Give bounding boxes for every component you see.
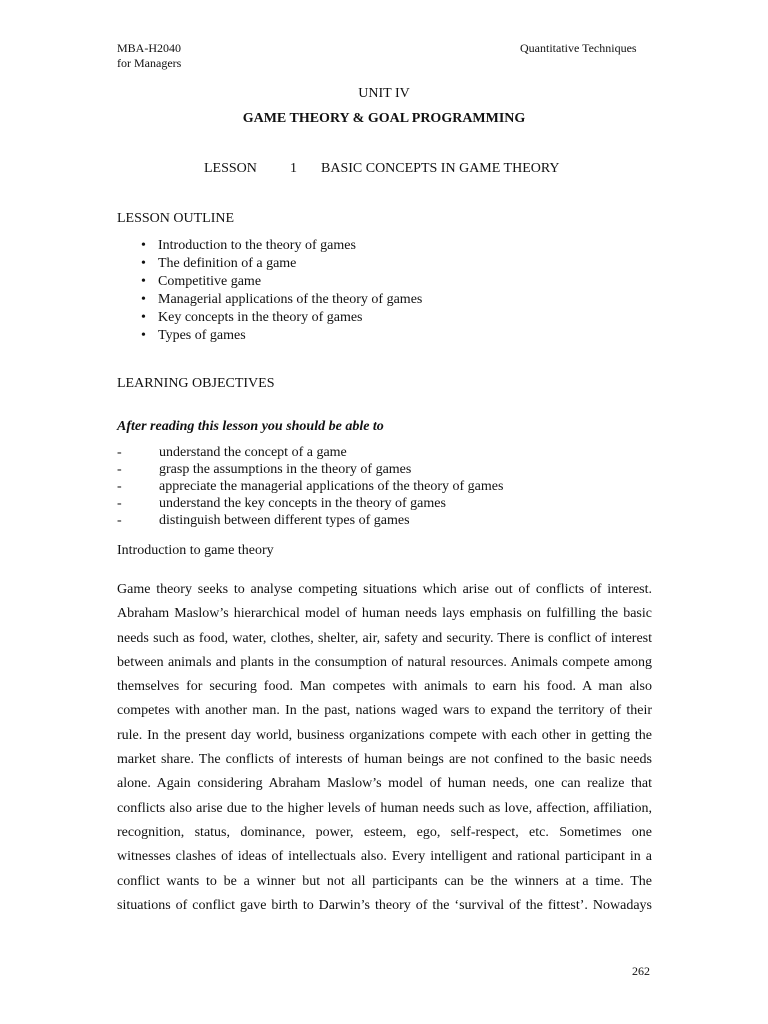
paragraph-line: Abraham Maslow’s hierarchical model of human needs lays emphasis on fulfilling the basic bbox=[117, 606, 652, 622]
outline-item-text: Types of games bbox=[158, 328, 246, 343]
dash-icon: - bbox=[117, 445, 122, 460]
objectives-list bbox=[117, 444, 503, 529]
outline-heading: LESSON OUTLINE bbox=[117, 211, 235, 226]
list-item bbox=[133, 237, 422, 255]
list-item bbox=[133, 273, 422, 291]
dash-icon: - bbox=[117, 513, 122, 528]
outline-item-text: Competitive game bbox=[158, 274, 262, 289]
paragraph-line: conflicts also arise due to the higher levels of human needs such as love, affection, affiliation, bbox=[117, 800, 652, 816]
dash-icon: - bbox=[117, 479, 122, 494]
dash-icon: - bbox=[117, 462, 122, 477]
paragraph-line: rule. In the present day world, business organizations compete with each other in getting the bbox=[117, 727, 652, 743]
list-item bbox=[117, 461, 503, 478]
objectives-heading: LEARNING OBJECTIVES bbox=[117, 376, 275, 391]
objective-item-text: distinguish between different types of games bbox=[159, 513, 410, 528]
objective-item-text: understand the concept of a game bbox=[159, 445, 347, 460]
list-item bbox=[133, 291, 422, 309]
paragraph-line: Game theory seeks to analyse competing situations which arise out of conflicts of interest. bbox=[117, 582, 652, 597]
outline-list bbox=[133, 237, 422, 345]
list-item bbox=[133, 255, 422, 273]
paragraph-line: between animals and plants in the consumption of natural resources. Animals compete among bbox=[117, 654, 652, 670]
paragraph-line: witnesses clashes of ideas of intellectuals also. Every intelligent and rational participant in a bbox=[117, 849, 652, 865]
list-item bbox=[133, 309, 422, 327]
page-number: 262 bbox=[632, 964, 650, 978]
outline-item-text: Managerial applications of the theory of games bbox=[158, 292, 423, 307]
lesson-title: BASIC CONCEPTS IN GAME THEORY bbox=[321, 161, 560, 176]
unit-title: GAME THEORY & GOAL PROGRAMMING bbox=[242, 111, 526, 126]
objective-item-text: understand the key concepts in the theory of games bbox=[159, 496, 446, 511]
list-item bbox=[117, 444, 503, 461]
header-course-sub: for Managers bbox=[117, 56, 182, 70]
dash-icon: - bbox=[117, 496, 122, 511]
lesson-label: LESSON bbox=[204, 161, 257, 176]
objectives-intro: After reading this lesson you should be able to bbox=[117, 419, 384, 434]
header-course-title: Quantitative Techniques bbox=[520, 41, 637, 55]
bullet-icon: • bbox=[141, 274, 146, 289]
unit-label: UNIT IV bbox=[358, 86, 410, 101]
objective-item-text: grasp the assumptions in the theory of games bbox=[159, 462, 412, 477]
bullet-icon: • bbox=[141, 328, 146, 343]
paragraph-line: market share. The conflicts of interests of human beings are not confined to the basic needs bbox=[117, 752, 652, 768]
list-item bbox=[133, 327, 422, 345]
bullet-icon: • bbox=[141, 292, 146, 307]
header-course-code: MBA-H2040 bbox=[117, 41, 182, 55]
bullet-icon: • bbox=[141, 310, 146, 325]
paragraph-line: conflict wants to be a winner but not all participants can be the winners at a time. The bbox=[117, 873, 652, 889]
intro-heading: Introduction to game theory bbox=[117, 543, 274, 558]
bullet-icon: • bbox=[141, 256, 146, 271]
paragraph-line: recognition, status, dominance, power, esteem, ego, self-respect, etc. Sometimes one bbox=[117, 824, 652, 840]
paragraph-line: competes with another man. In the past, nations waged wars to expand the territory of their bbox=[117, 703, 652, 719]
lesson-number: 1 bbox=[290, 161, 297, 176]
paragraph-line: themselves for securing food. Man competes with animals to earn his food. A man also bbox=[117, 679, 652, 695]
outline-item-text: Key concepts in the theory of games bbox=[158, 310, 363, 325]
paragraph-line: situations of conflict gave birth to Darwin’s theory of the ‘survival of the fittest’. Nowadays bbox=[117, 897, 652, 913]
objective-item-text: appreciate the managerial applications of the theory of games bbox=[159, 479, 504, 494]
bullet-icon: • bbox=[141, 238, 146, 253]
paragraph-line: needs such as food, water, clothes, shelter, air, safety and security. There is conflict of interest bbox=[117, 630, 652, 646]
body-paragraph bbox=[117, 578, 652, 918]
list-item bbox=[117, 478, 503, 495]
list-item bbox=[117, 495, 503, 512]
paragraph-line: alone. Again considering Abraham Maslow’s model of human needs, one can realize that bbox=[117, 776, 652, 792]
outline-item-text: The definition of a game bbox=[158, 256, 297, 271]
list-item bbox=[117, 512, 503, 529]
outline-item-text: Introduction to the theory of games bbox=[158, 238, 356, 253]
